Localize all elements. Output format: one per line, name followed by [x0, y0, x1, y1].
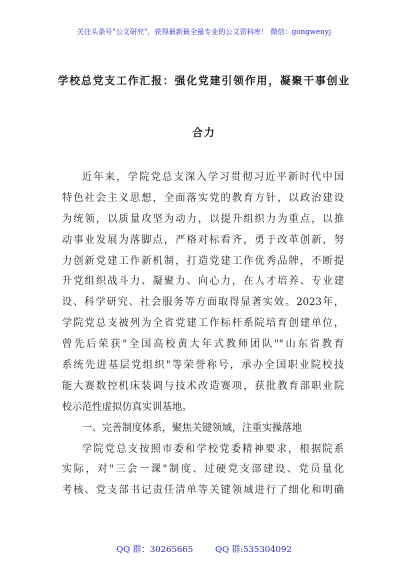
body-line: 学院党总支被列为全省党建工作标杆系院培育创建单位， — [62, 318, 344, 330]
body-line: 力创新党建工作新机制，打造党建工作优秀品牌，不断提 — [62, 255, 344, 267]
body-line: 为统领，以质量攻坚为动力，以提升组织力为重点，以推 — [62, 213, 344, 225]
footer-contact — [0, 543, 408, 555]
body-line: 特色社会主义思想，全面落实党的教育方针，以政治建设 — [62, 192, 344, 204]
top-banner: 关注头条号"公文研究"，获得最新最全最专业的公文资料库！ 微信：gongwenyj — [76, 28, 332, 36]
body-line: 能大赛数控机床装调与技术改造赛项，获批教育部职业院 — [62, 380, 344, 392]
section-heading: 一、完善制度体系，聚焦关键领域，注重实操落地 — [82, 422, 302, 434]
document-title-line-1: 学校总党支工作汇报：强化党建引领作用，凝聚干事创业 — [57, 75, 351, 87]
body-line: 升党组织战斗力、凝聚力、向心力，在人才培养、专业建 — [62, 276, 344, 288]
footer-qq-group-2: QQ 群:535304092 — [215, 545, 292, 555]
body-line: 系统先进基层党组织"等荣誉称号，承办全国职业院校技 — [62, 360, 344, 372]
footer-qq-group-1: QQ 群：30265665 — [116, 545, 194, 555]
body-text — [62, 168, 344, 502]
body-line: 曾先后荣获"全国高校黄大年式教师团队""山东省教育 — [62, 339, 344, 351]
body-line: 学院党总支按照市委和学校党委精神要求，根据院系 — [82, 443, 344, 455]
body-line: 动事业发展为落脚点，严格对标看齐，勇于改革创新，努 — [62, 234, 344, 246]
body-line: 校示范性虚拟仿真实训基地。 — [62, 401, 192, 413]
body-line: 实际，对"三会一课"制度、过硬党支部建设、党员量化 — [62, 464, 344, 476]
body-line: 考核、党支部书记责任清单等关键领域进行了细化和明确 — [62, 485, 344, 497]
body-line: 设、科学研究、社会服务等方面取得显著实效。2023年， — [62, 297, 344, 309]
document-title-line-2: 合力 — [192, 127, 216, 139]
body-line: 近年来，学院党总支深入学习贯彻习近平新时代中国 — [82, 172, 344, 183]
